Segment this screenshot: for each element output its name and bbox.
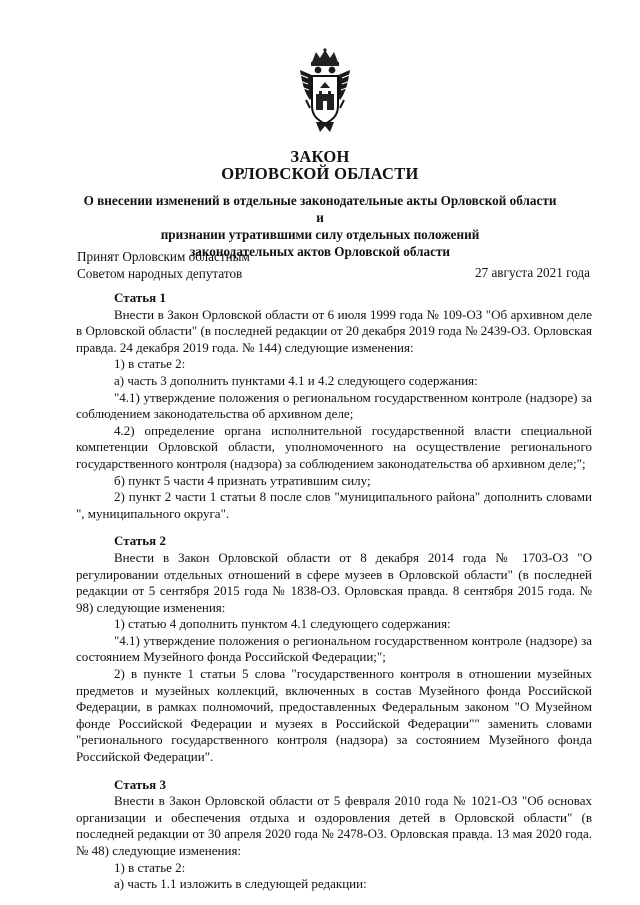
- law-title: ЗАКОН: [290, 147, 350, 166]
- article-paragraph: 4.2) определение органа исполнительной государственной власти специальной компетенции Орловской области, уполномоченного на осуществление регионального государственного контроля (надзора) за соблюдением законодательства об архивном деле;";: [76, 422, 592, 471]
- article-heading: Статья 1: [114, 290, 166, 305]
- adoption-date: 27 августа 2021 года: [474, 265, 590, 280]
- article-paragraph: 2) пункт 2 части 1 статьи 8 после слов "муниципального района" дополнить словами ", муниципального округа".: [76, 489, 592, 521]
- article-heading: Статья 3: [114, 776, 166, 792]
- article-heading: Статья 2: [114, 533, 166, 549]
- article-paragraph: "4.1) утверждение положения о региональном государственном контроле (надзоре) за соблюдением законодательства об архивном деле;: [76, 389, 592, 422]
- adoption-statement: [77, 248, 250, 282]
- article-paragraph: 1) в статье 2:: [114, 859, 186, 875]
- article-paragraph: 2) в пункте 1 статьи 5 слова "государственного контроля в отношении музейных предметов и музейных коллекций, включенных в состав Музейного фонда Российской Федерации, в рамках полномочий, предоставленных Федеральным законом "О Музейном фонде Российской Федерации и музеях в Российской Федерации"" заменить словами "регионального государственного контроля (надзора) за состоянием Музейного фонда Российской Федерации".: [76, 666, 592, 765]
- subtitle-line: О внесении изменений в отдельные законодательные акты Орловской области и: [83, 193, 557, 225]
- article-paragraph: Внести в Закон Орловской области от 6 июля 1999 года № 109-ОЗ "Об архивном деле в Орловской области" (в последней редакции от 20 декабря 2019 года № 2439-ОЗ. Орловская правда. 24 декабря 2019 года. № 144) следующие изменения:: [76, 306, 592, 355]
- article-paragraph: б) пункт 5 части 4 признать утратившим силу;: [114, 472, 371, 488]
- article-paragraph: а) часть 1.1 изложить в следующей редакции:: [114, 876, 367, 892]
- orel-oblast-coat-of-arms-icon: [294, 48, 356, 134]
- article-paragraph: 1) статью 4 дополнить пунктом 4.1 следующего содержания:: [114, 616, 451, 632]
- adoption-line: Советом народных депутатов: [77, 266, 243, 281]
- article-paragraph: Внести в Закон Орловской области от 5 февраля 2010 года № 1021-ОЗ "Об основах организации и обеспечения отдыха и оздоровления детей в Орловской области" (в последней редакции от 30 апреля 2020 года № 2478-ОЗ. Орловская правда. 13 мая 2020 года. № 48) следующие изменения:: [76, 793, 592, 858]
- article-paragraph: "4.1) утверждение положения о региональном государственном контроле (надзоре) за состоянием Музейного фонда Российской Федерации;";: [76, 632, 592, 665]
- subtitle-line: признании утратившими силу отдельных положений: [160, 227, 480, 242]
- subtitle-line: законодательных актов Орловской области: [189, 244, 451, 259]
- article-paragraph: 1) в статье 2:: [114, 356, 186, 372]
- adoption-line: Принят Орловским областным: [77, 249, 250, 264]
- article-paragraph: Внести в Закон Орловской области от 8 декабря 2014 года № 1703-ОЗ "О регулировании отдельных отношений в сфере музеев в Орловской области" (в последней редакции от 5 сентября 2015 года № 1838-ОЗ. Орловская правда. 8 сентября 2015 года. № 98) следующие изменения:: [76, 549, 592, 615]
- article-paragraph: а) часть 3 дополнить пунктами 4.1 и 4.2 следующего содержания:: [114, 372, 478, 388]
- law-region-title: ОРЛОВСКОЙ ОБЛАСТИ: [221, 164, 419, 183]
- law-body: [76, 290, 592, 893]
